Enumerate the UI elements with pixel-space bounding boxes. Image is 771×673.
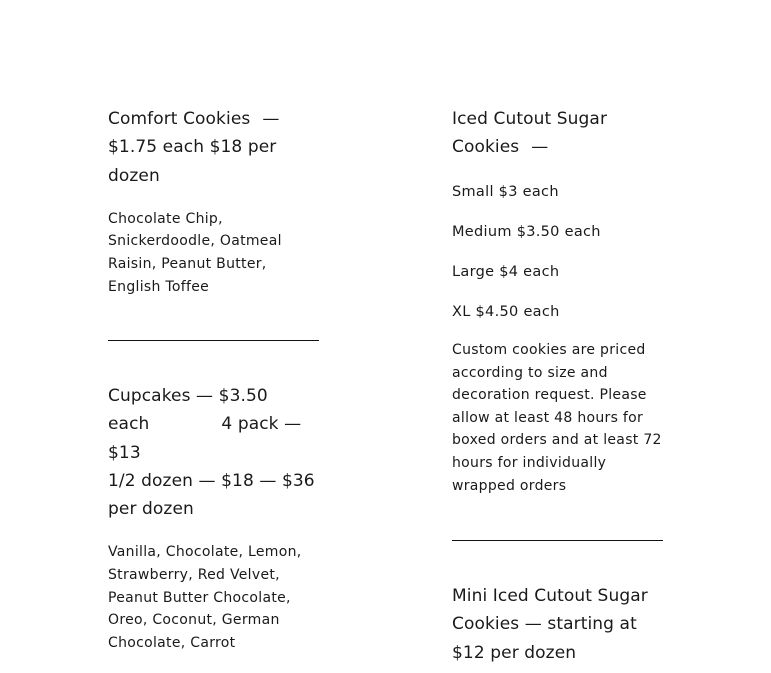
cupcakes-4pack: 4 pack — bbox=[221, 414, 302, 435]
iced-cutout-heading-line2: Cookies bbox=[452, 137, 520, 158]
iced-cutout-heading bbox=[452, 105, 663, 162]
custom-cookies-note: Custom cookies are priced according to size and decoration request. Please allow at least 48 hours for boxed orders and at least 72 hours for individually wrapped orders bbox=[452, 342, 662, 494]
size-medium: Medium $3.50 each bbox=[452, 224, 601, 240]
size-small: Small $3 each bbox=[452, 184, 559, 200]
comfort-cookies-price: $1.75 each $18 per dozen bbox=[108, 137, 277, 186]
cupcakes-flavors: Vanilla, Chocolate, Lemon, Strawberry, Red Velvet, Peanut Butter Chocolate, Oreo, Coconut, German Chocolate, Carrot bbox=[108, 544, 302, 651]
iced-cutout-heading-line1: Iced Cutout Sugar bbox=[452, 109, 608, 129]
comfort-cookies-flavors: Chocolate Chip, Snickerdoodle, Oatmeal Raisin, Peanut Butter, English Toffee bbox=[108, 210, 282, 295]
comfort-cookies-dash: — bbox=[262, 109, 280, 129]
cupcakes-heading-line1: Cupcakes — $3.50 bbox=[108, 386, 268, 406]
iced-cutout-dash: — bbox=[531, 137, 549, 158]
cupcakes-heading-line4: 1/2 dozen — $18 — $36 bbox=[108, 470, 315, 491]
mini-heading-line1: Mini Iced Cutout Sugar bbox=[452, 586, 648, 606]
iced-cutout-section bbox=[452, 105, 663, 494]
mini-heading-line2: Cookies — starting at bbox=[452, 614, 637, 635]
comfort-cookies-heading bbox=[108, 105, 319, 190]
cupcakes-heading-line5: per dozen bbox=[108, 499, 194, 520]
comfort-cookies-section bbox=[108, 105, 319, 298]
mini-iced-cutout-heading bbox=[452, 582, 663, 667]
mini-heading-line3: $12 per dozen bbox=[452, 642, 577, 663]
section-divider bbox=[108, 340, 319, 341]
cupcakes-heading-line3: $13 bbox=[108, 442, 141, 463]
cupcakes-section bbox=[108, 382, 319, 654]
comfort-cookies-title: Comfort Cookies bbox=[108, 109, 251, 129]
mini-iced-cutout-section bbox=[452, 582, 663, 667]
size-large: Large $4 each bbox=[452, 264, 560, 280]
size-xl: XL $4.50 each bbox=[452, 304, 560, 320]
section-divider bbox=[452, 540, 663, 541]
cupcakes-heading-line2: each bbox=[108, 414, 150, 435]
cupcakes-heading bbox=[108, 382, 319, 523]
